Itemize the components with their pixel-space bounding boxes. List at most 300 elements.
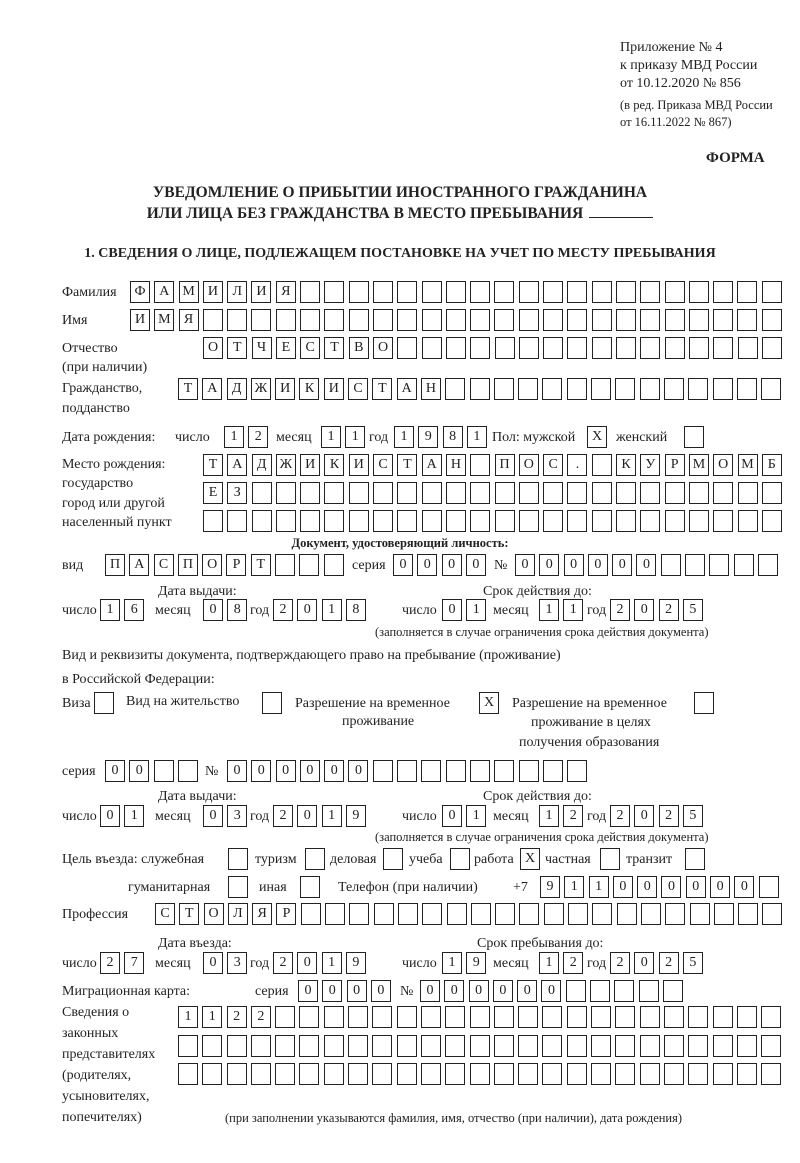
char-cell[interactable]	[544, 903, 564, 925]
char-cell[interactable]	[737, 1035, 757, 1057]
char-cell[interactable]	[665, 510, 685, 532]
char-cell[interactable]	[567, 337, 587, 359]
char-cell[interactable]: 1	[539, 952, 559, 974]
char-cell[interactable]	[591, 378, 611, 400]
char-cell[interactable]	[592, 281, 612, 303]
char-cell[interactable]	[616, 337, 636, 359]
char-cell[interactable]	[641, 903, 661, 925]
char-cell[interactable]	[300, 281, 320, 303]
char-cell[interactable]: И	[251, 281, 271, 303]
char-cell[interactable]: И	[300, 454, 320, 476]
char-cell[interactable]	[299, 1035, 319, 1057]
char-cell[interactable]	[494, 378, 514, 400]
char-cell[interactable]: 2	[610, 952, 630, 974]
char-cell[interactable]: 9	[346, 952, 366, 974]
char-cell[interactable]	[738, 903, 758, 925]
char-cell[interactable]: 0	[613, 876, 633, 898]
char-cell[interactable]: 5	[683, 599, 703, 621]
char-cell[interactable]: 0	[203, 805, 223, 827]
char-cell[interactable]: 0	[417, 554, 437, 576]
char-cell[interactable]	[543, 510, 563, 532]
char-cell[interactable]: К	[299, 378, 319, 400]
char-cell[interactable]	[275, 1063, 295, 1085]
char-cell[interactable]	[543, 760, 563, 782]
char-cell[interactable]	[202, 1035, 222, 1057]
char-cell[interactable]: 0	[105, 760, 125, 782]
char-cell[interactable]	[615, 378, 635, 400]
char-cell[interactable]: 0	[100, 805, 120, 827]
char-cell[interactable]: Т	[251, 554, 271, 576]
char-cell[interactable]	[519, 760, 539, 782]
char-cell[interactable]	[640, 1035, 660, 1057]
char-cell[interactable]	[494, 281, 514, 303]
char-cell[interactable]: 3	[227, 952, 247, 974]
char-cell[interactable]: 0	[203, 599, 223, 621]
char-cell[interactable]	[422, 482, 442, 504]
char-cell[interactable]: М	[738, 454, 758, 476]
char-cell[interactable]	[374, 903, 394, 925]
char-cell[interactable]	[203, 510, 223, 532]
char-cell[interactable]: И	[130, 309, 150, 331]
char-cell[interactable]	[762, 510, 782, 532]
char-cell[interactable]: О	[519, 454, 539, 476]
char-cell[interactable]	[494, 309, 514, 331]
char-cell[interactable]: 0	[442, 554, 462, 576]
char-cell[interactable]	[445, 1035, 465, 1057]
char-cell[interactable]	[762, 337, 782, 359]
char-cell[interactable]: 2	[273, 952, 293, 974]
char-cell[interactable]	[397, 1035, 417, 1057]
char-cell[interactable]	[567, 281, 587, 303]
char-cell[interactable]	[713, 1063, 733, 1085]
char-cell[interactable]	[421, 1006, 441, 1028]
char-cell[interactable]	[299, 1006, 319, 1028]
char-cell[interactable]	[689, 281, 709, 303]
char-cell[interactable]	[616, 281, 636, 303]
char-cell[interactable]	[737, 1063, 757, 1085]
char-cell[interactable]	[689, 482, 709, 504]
char-cell[interactable]	[661, 554, 681, 576]
char-cell[interactable]	[422, 309, 442, 331]
char-cell[interactable]: 0	[517, 980, 537, 1002]
char-cell[interactable]	[495, 510, 515, 532]
char-cell[interactable]: 1	[202, 1006, 222, 1028]
char-cell[interactable]: 0	[612, 554, 632, 576]
char-cell[interactable]: 2	[610, 599, 630, 621]
char-cell[interactable]	[397, 760, 417, 782]
checkbox-cell[interactable]	[450, 848, 470, 870]
char-cell[interactable]	[518, 1063, 538, 1085]
char-cell[interactable]: 0	[322, 980, 342, 1002]
char-cell[interactable]: 1	[466, 805, 486, 827]
char-cell[interactable]	[713, 1035, 733, 1057]
char-cell[interactable]: 0	[634, 952, 654, 974]
char-cell[interactable]	[761, 378, 781, 400]
char-cell[interactable]: 0	[297, 805, 317, 827]
checkbox-cell[interactable]	[383, 848, 403, 870]
char-cell[interactable]: 1	[322, 805, 342, 827]
char-cell[interactable]	[446, 337, 466, 359]
char-cell[interactable]: 2	[563, 805, 583, 827]
char-cell[interactable]	[276, 510, 296, 532]
char-cell[interactable]: 0	[734, 876, 754, 898]
char-cell[interactable]	[202, 1063, 222, 1085]
char-cell[interactable]	[348, 1035, 368, 1057]
char-cell[interactable]	[470, 281, 490, 303]
char-cell[interactable]	[470, 337, 490, 359]
char-cell[interactable]	[227, 309, 247, 331]
char-cell[interactable]	[519, 482, 539, 504]
char-cell[interactable]	[567, 760, 587, 782]
char-cell[interactable]: 0	[300, 760, 320, 782]
char-cell[interactable]	[397, 309, 417, 331]
char-cell[interactable]	[349, 281, 369, 303]
char-cell[interactable]	[688, 1063, 708, 1085]
char-cell[interactable]: 1	[394, 426, 414, 448]
char-cell[interactable]	[543, 281, 563, 303]
char-cell[interactable]: Т	[178, 378, 198, 400]
char-cell[interactable]	[688, 1006, 708, 1028]
char-cell[interactable]: Е	[203, 482, 223, 504]
char-cell[interactable]: А	[202, 378, 222, 400]
char-cell[interactable]	[709, 554, 729, 576]
char-cell[interactable]	[519, 281, 539, 303]
char-cell[interactable]	[567, 1006, 587, 1028]
char-cell[interactable]: Т	[203, 454, 223, 476]
char-cell[interactable]	[567, 1035, 587, 1057]
char-cell[interactable]	[397, 510, 417, 532]
char-cell[interactable]	[251, 1035, 271, 1057]
char-cell[interactable]: 0	[588, 554, 608, 576]
char-cell[interactable]: Ф	[130, 281, 150, 303]
checkbox-cell[interactable]	[262, 692, 282, 714]
char-cell[interactable]: О	[373, 337, 393, 359]
char-cell[interactable]	[640, 1006, 660, 1028]
checkbox-cell[interactable]	[694, 692, 714, 714]
char-cell[interactable]: Я	[252, 903, 272, 925]
char-cell[interactable]	[591, 1006, 611, 1028]
checkbox-cell[interactable]: X	[587, 426, 607, 448]
char-cell[interactable]	[373, 309, 393, 331]
char-cell[interactable]	[689, 309, 709, 331]
char-cell[interactable]	[324, 1035, 344, 1057]
char-cell[interactable]	[251, 1063, 271, 1085]
char-cell[interactable]: 9	[466, 952, 486, 974]
char-cell[interactable]: С	[154, 554, 174, 576]
char-cell[interactable]: О	[713, 454, 733, 476]
char-cell[interactable]	[762, 281, 782, 303]
char-cell[interactable]: Т	[324, 337, 344, 359]
char-cell[interactable]	[349, 903, 369, 925]
char-cell[interactable]: 1	[589, 876, 609, 898]
char-cell[interactable]	[227, 1035, 247, 1057]
char-cell[interactable]: 5	[683, 952, 703, 974]
char-cell[interactable]	[422, 903, 442, 925]
char-cell[interactable]	[762, 482, 782, 504]
char-cell[interactable]	[470, 510, 490, 532]
char-cell[interactable]	[664, 1063, 684, 1085]
char-cell[interactable]	[373, 482, 393, 504]
char-cell[interactable]	[470, 1035, 490, 1057]
char-cell[interactable]: Р	[226, 554, 246, 576]
char-cell[interactable]: 1	[563, 599, 583, 621]
char-cell[interactable]: 0	[466, 554, 486, 576]
char-cell[interactable]	[542, 378, 562, 400]
char-cell[interactable]: И	[203, 281, 223, 303]
char-cell[interactable]	[664, 1035, 684, 1057]
char-cell[interactable]	[325, 903, 345, 925]
char-cell[interactable]	[397, 1006, 417, 1028]
char-cell[interactable]: 0	[493, 980, 513, 1002]
char-cell[interactable]: 0	[636, 554, 656, 576]
char-cell[interactable]	[470, 309, 490, 331]
char-cell[interactable]	[398, 903, 418, 925]
char-cell[interactable]	[275, 1035, 295, 1057]
char-cell[interactable]	[227, 1063, 247, 1085]
char-cell[interactable]	[348, 1063, 368, 1085]
char-cell[interactable]	[446, 281, 466, 303]
char-cell[interactable]: Т	[372, 378, 392, 400]
char-cell[interactable]: А	[397, 378, 417, 400]
checkbox-cell[interactable]	[685, 848, 705, 870]
char-cell[interactable]: 5	[683, 805, 703, 827]
char-cell[interactable]: 0	[634, 805, 654, 827]
char-cell[interactable]	[397, 1063, 417, 1085]
char-cell[interactable]	[567, 378, 587, 400]
char-cell[interactable]: У	[640, 454, 660, 476]
char-cell[interactable]	[639, 980, 659, 1002]
char-cell[interactable]: Л	[228, 903, 248, 925]
char-cell[interactable]	[421, 1035, 441, 1057]
char-cell[interactable]	[447, 903, 467, 925]
char-cell[interactable]: Д	[252, 454, 272, 476]
char-cell[interactable]	[614, 980, 634, 1002]
char-cell[interactable]	[154, 760, 174, 782]
char-cell[interactable]	[542, 1063, 562, 1085]
char-cell[interactable]	[300, 309, 320, 331]
char-cell[interactable]	[640, 378, 660, 400]
char-cell[interactable]	[519, 903, 539, 925]
checkbox-cell[interactable]	[300, 876, 320, 898]
char-cell[interactable]	[615, 1006, 635, 1028]
char-cell[interactable]: С	[348, 378, 368, 400]
char-cell[interactable]	[324, 554, 344, 576]
char-cell[interactable]	[543, 337, 563, 359]
char-cell[interactable]: С	[155, 903, 175, 925]
char-cell[interactable]	[446, 309, 466, 331]
char-cell[interactable]: О	[204, 903, 224, 925]
char-cell[interactable]: 0	[227, 760, 247, 782]
char-cell[interactable]: 1	[178, 1006, 198, 1028]
char-cell[interactable]	[615, 1035, 635, 1057]
char-cell[interactable]	[495, 903, 515, 925]
char-cell[interactable]: 0	[444, 980, 464, 1002]
char-cell[interactable]	[758, 554, 778, 576]
char-cell[interactable]: С	[373, 454, 393, 476]
char-cell[interactable]	[445, 1063, 465, 1085]
char-cell[interactable]: Н	[446, 454, 466, 476]
char-cell[interactable]	[713, 337, 733, 359]
char-cell[interactable]	[470, 454, 490, 476]
char-cell[interactable]	[300, 510, 320, 532]
char-cell[interactable]: 1	[539, 599, 559, 621]
char-cell[interactable]: 1	[539, 805, 559, 827]
char-cell[interactable]: С	[300, 337, 320, 359]
char-cell[interactable]	[713, 309, 733, 331]
char-cell[interactable]	[422, 281, 442, 303]
char-cell[interactable]	[494, 760, 514, 782]
char-cell[interactable]	[252, 482, 272, 504]
char-cell[interactable]	[690, 903, 710, 925]
char-cell[interactable]	[372, 1063, 392, 1085]
char-cell[interactable]	[518, 1006, 538, 1028]
char-cell[interactable]: 2	[248, 426, 268, 448]
char-cell[interactable]: 0	[541, 980, 561, 1002]
char-cell[interactable]	[324, 1006, 344, 1028]
char-cell[interactable]	[713, 378, 733, 400]
char-cell[interactable]	[665, 903, 685, 925]
char-cell[interactable]: 1	[564, 876, 584, 898]
char-cell[interactable]	[592, 903, 612, 925]
char-cell[interactable]: 1	[321, 426, 341, 448]
char-cell[interactable]	[567, 482, 587, 504]
char-cell[interactable]	[663, 980, 683, 1002]
char-cell[interactable]	[616, 309, 636, 331]
char-cell[interactable]: 0	[420, 980, 440, 1002]
char-cell[interactable]	[665, 482, 685, 504]
char-cell[interactable]: 0	[297, 599, 317, 621]
char-cell[interactable]	[616, 510, 636, 532]
char-cell[interactable]: 0	[661, 876, 681, 898]
char-cell[interactable]	[299, 1063, 319, 1085]
checkbox-cell[interactable]	[228, 876, 248, 898]
char-cell[interactable]	[567, 1063, 587, 1085]
checkbox-cell[interactable]	[684, 426, 704, 448]
char-cell[interactable]	[349, 482, 369, 504]
char-cell[interactable]	[688, 1035, 708, 1057]
char-cell[interactable]	[738, 510, 758, 532]
char-cell[interactable]: 0	[393, 554, 413, 576]
char-cell[interactable]	[737, 281, 757, 303]
char-cell[interactable]: 1	[466, 599, 486, 621]
checkbox-cell[interactable]: X	[479, 692, 499, 714]
checkbox-cell[interactable]: X	[520, 848, 540, 870]
char-cell[interactable]	[590, 980, 610, 1002]
char-cell[interactable]	[421, 1063, 441, 1085]
checkbox-cell[interactable]	[94, 692, 114, 714]
char-cell[interactable]: 2	[659, 805, 679, 827]
char-cell[interactable]: З	[227, 482, 247, 504]
char-cell[interactable]: 7	[124, 952, 144, 974]
char-cell[interactable]	[178, 1063, 198, 1085]
checkbox-cell[interactable]	[600, 848, 620, 870]
char-cell[interactable]	[714, 903, 734, 925]
char-cell[interactable]	[762, 903, 782, 925]
char-cell[interactable]: 1	[442, 952, 462, 974]
char-cell[interactable]: П	[105, 554, 125, 576]
char-cell[interactable]: 0	[564, 554, 584, 576]
char-cell[interactable]	[713, 482, 733, 504]
char-cell[interactable]: 8	[443, 426, 463, 448]
char-cell[interactable]	[592, 337, 612, 359]
char-cell[interactable]: Н	[421, 378, 441, 400]
char-cell[interactable]	[519, 309, 539, 331]
char-cell[interactable]	[640, 1063, 660, 1085]
char-cell[interactable]: П	[495, 454, 515, 476]
char-cell[interactable]	[592, 510, 612, 532]
char-cell[interactable]: А	[227, 454, 247, 476]
char-cell[interactable]: А	[154, 281, 174, 303]
char-cell[interactable]: 0	[634, 599, 654, 621]
char-cell[interactable]	[349, 510, 369, 532]
char-cell[interactable]: 2	[273, 599, 293, 621]
char-cell[interactable]: 1	[224, 426, 244, 448]
char-cell[interactable]	[324, 281, 344, 303]
char-cell[interactable]	[616, 482, 636, 504]
char-cell[interactable]	[470, 1063, 490, 1085]
char-cell[interactable]	[615, 1063, 635, 1085]
char-cell[interactable]: И	[349, 454, 369, 476]
char-cell[interactable]	[689, 510, 709, 532]
char-cell[interactable]	[446, 482, 466, 504]
char-cell[interactable]	[422, 337, 442, 359]
char-cell[interactable]	[542, 1035, 562, 1057]
char-cell[interactable]: 2	[659, 952, 679, 974]
char-cell[interactable]: 0	[298, 980, 318, 1002]
char-cell[interactable]	[761, 1063, 781, 1085]
char-cell[interactable]: К	[616, 454, 636, 476]
char-cell[interactable]: М	[154, 309, 174, 331]
char-cell[interactable]	[688, 378, 708, 400]
char-cell[interactable]	[640, 510, 660, 532]
char-cell[interactable]: 3	[227, 805, 247, 827]
char-cell[interactable]	[178, 760, 198, 782]
char-cell[interactable]: Р	[276, 903, 296, 925]
char-cell[interactable]	[592, 309, 612, 331]
char-cell[interactable]	[737, 309, 757, 331]
char-cell[interactable]: 1	[322, 952, 342, 974]
char-cell[interactable]	[543, 482, 563, 504]
char-cell[interactable]: Л	[227, 281, 247, 303]
char-cell[interactable]: 0	[251, 760, 271, 782]
char-cell[interactable]: Ч	[252, 337, 272, 359]
char-cell[interactable]: 8	[346, 599, 366, 621]
char-cell[interactable]	[494, 1035, 514, 1057]
char-cell[interactable]: 1	[467, 426, 487, 448]
char-cell[interactable]	[713, 281, 733, 303]
char-cell[interactable]	[252, 510, 272, 532]
char-cell[interactable]	[373, 510, 393, 532]
char-cell[interactable]: 1	[124, 805, 144, 827]
char-cell[interactable]	[689, 337, 709, 359]
char-cell[interactable]: И	[324, 378, 344, 400]
char-cell[interactable]: 9	[540, 876, 560, 898]
char-cell[interactable]: Р	[665, 454, 685, 476]
char-cell[interactable]	[495, 482, 515, 504]
char-cell[interactable]	[324, 1063, 344, 1085]
char-cell[interactable]	[324, 510, 344, 532]
char-cell[interactable]	[373, 760, 393, 782]
char-cell[interactable]	[494, 1006, 514, 1028]
char-cell[interactable]	[470, 760, 490, 782]
char-cell[interactable]: Д	[227, 378, 247, 400]
char-cell[interactable]	[542, 1006, 562, 1028]
char-cell[interactable]	[470, 378, 490, 400]
char-cell[interactable]	[324, 482, 344, 504]
char-cell[interactable]: 0	[348, 760, 368, 782]
char-cell[interactable]	[349, 309, 369, 331]
char-cell[interactable]	[299, 554, 319, 576]
